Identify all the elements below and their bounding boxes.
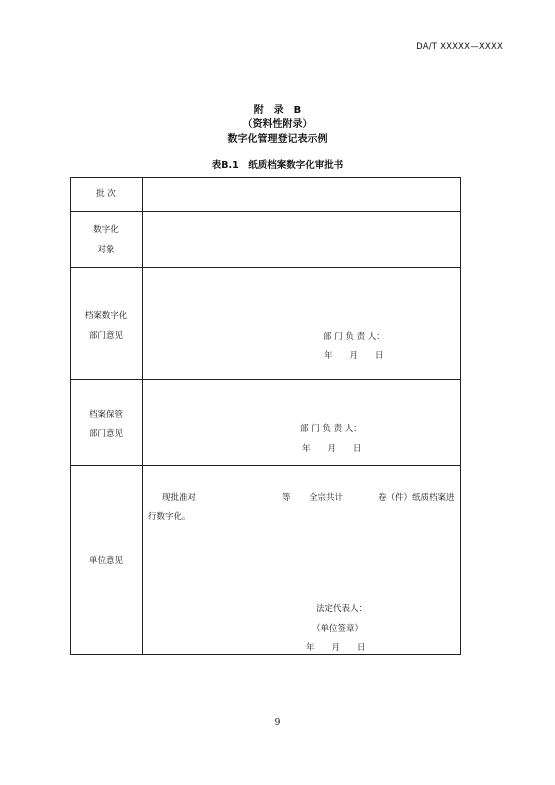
row-divider-3 — [70, 379, 461, 380]
custody-dept-signer: 部 门 负 责 人： — [300, 424, 362, 434]
custody-dept-date: 年 月 日 — [302, 444, 362, 454]
row-divider-4 — [70, 465, 461, 466]
unit-text-approve: 现批准对 — [162, 493, 197, 503]
appendix-subject: 数字化管理登记表示例 — [227, 134, 328, 145]
appendix-title: 附 录 B — [253, 105, 302, 116]
standard-code: DA/T XXXXX—XXXX — [416, 42, 503, 52]
digitization-dept-signer: 部 门 负 责 人： — [323, 332, 385, 342]
appendix-nature: （资料性附录） — [242, 119, 313, 130]
unit-opinion-label: 单位意见 — [88, 556, 123, 566]
custody-dept-label-line2: 部门意见 — [88, 429, 123, 439]
row-divider-2 — [70, 267, 461, 268]
unit-date: 年 月 日 — [306, 643, 366, 653]
digitization-dept-label-line2: 部门意见 — [88, 331, 123, 341]
unit-text-digitize: 行数字化。 — [148, 512, 191, 522]
unit-text-total: 全宗共计 — [309, 493, 344, 503]
object-label-line1: 数字化 — [93, 225, 119, 235]
unit-text-volumes: 卷（件）纸质档案进 — [378, 493, 455, 503]
row-divider-1 — [70, 211, 461, 212]
unit-seal: （单位签章） — [312, 624, 364, 634]
batch-label: 批 次 — [96, 189, 116, 199]
page-number: 9 — [274, 718, 281, 728]
legal-representative: 法定代表人： — [316, 604, 368, 614]
digitization-dept-date: 年 月 日 — [324, 351, 384, 361]
table-caption: 表B.1 纸质档案数字化审批书 — [211, 160, 344, 171]
column-divider — [142, 177, 143, 655]
custody-dept-label-line1: 档案保管 — [88, 410, 123, 420]
object-label-line2: 对象 — [97, 245, 115, 255]
digitization-dept-label-line1: 档案数字化 — [84, 311, 128, 321]
unit-text-etc: 等 — [282, 493, 291, 503]
